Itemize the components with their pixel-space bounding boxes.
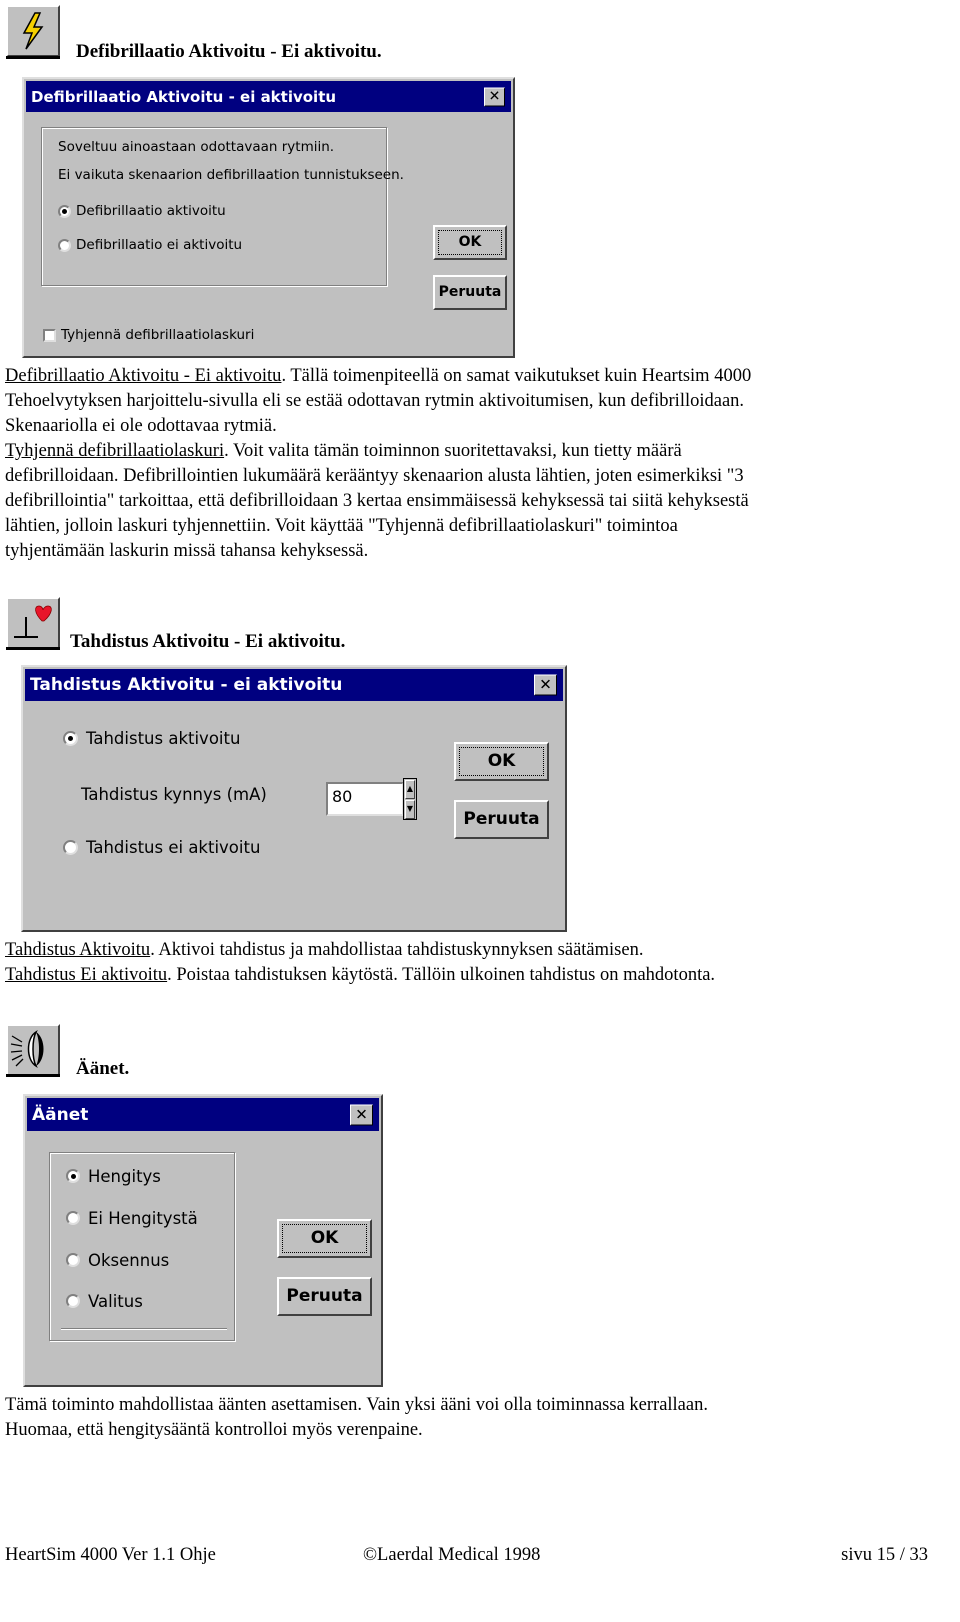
ok-button[interactable]: OK bbox=[454, 742, 549, 781]
para-line bbox=[5, 963, 945, 988]
threshold-spinner[interactable] bbox=[403, 778, 417, 820]
paragraph-pacing bbox=[5, 938, 945, 988]
para-text: . Aktivoi tahdistus ja mahdollistaa tahdistuskynnyksen säätämisen. bbox=[150, 940, 644, 960]
section-heading-sounds: Äänet. bbox=[76, 1058, 130, 1079]
heart-pacing-icon bbox=[8, 599, 58, 647]
footer-left: HeartSim 4000 Ver 1.1 Ohje bbox=[5, 1545, 216, 1565]
lightning-icon bbox=[8, 7, 58, 55]
group-divider bbox=[61, 1328, 227, 1330]
dialog-title: Defibrillaatio Aktivoitu - ei aktivoitu bbox=[31, 87, 337, 106]
para-line: Skenaariolla ei ole odottavaa rytmiä. bbox=[5, 416, 277, 436]
para-line: defibrillointia" tarkoittaa, että defibrilloidaan 3 kertaa ensimmäisessä kehyksessä tai siitä kehyksestä bbox=[5, 491, 749, 511]
info-line-1: Soveltuu ainoastaan odottavaan rytmiin. bbox=[58, 139, 335, 155]
para-line bbox=[5, 439, 945, 464]
defib-link[interactable]: Defibrillaatio Aktivoitu - Ei aktivoitu bbox=[5, 366, 282, 386]
threshold-label: Tahdistus kynnys (mA) bbox=[81, 785, 267, 804]
para-text: . Poistaa tahdistuksen käytöstä. Tällöin ulkoinen tahdistus on mahdotonta. bbox=[167, 965, 716, 985]
ok-button[interactable]: OK bbox=[277, 1219, 372, 1258]
radio-defib-on-label: Defibrillaatio aktivoitu bbox=[76, 203, 226, 219]
radio-pacing-on[interactable] bbox=[63, 731, 78, 746]
clear-counter-checkbox[interactable] bbox=[43, 329, 56, 342]
sound-option-label: Hengitys bbox=[88, 1167, 161, 1186]
section-heading-defib: Defibrillaatio Aktivoitu - Ei aktivoitu. bbox=[76, 41, 382, 62]
close-button[interactable]: ✕ bbox=[350, 1104, 373, 1125]
spin-down-icon[interactable]: ▼ bbox=[405, 800, 415, 819]
radio-defib-off-label: Defibrillaatio ei aktivoitu bbox=[76, 237, 243, 253]
spin-up-icon[interactable]: ▲ bbox=[405, 780, 415, 799]
pacing-dialog bbox=[21, 665, 567, 932]
para-line: tyhjentämään laskurin missä tahansa kehyksessä. bbox=[5, 541, 369, 561]
cancel-button[interactable]: Peruuta bbox=[433, 275, 507, 310]
info-line-2: Ei vaikuta skenaarion defibrillaation tunnistukseen. bbox=[58, 167, 404, 183]
threshold-input[interactable]: 80 bbox=[326, 782, 404, 816]
radio-sound-2[interactable] bbox=[66, 1253, 80, 1267]
paragraph-defib bbox=[5, 364, 945, 564]
sound-toolbar-icon bbox=[6, 1024, 60, 1076]
radio-pacing-off-label: Tahdistus ei aktivoitu bbox=[86, 838, 261, 857]
para-line: Huomaa, että hengitysääntä kontrolloi myös verenpaine. bbox=[5, 1420, 423, 1440]
pacing-toolbar-icon bbox=[6, 597, 60, 649]
radio-pacing-off[interactable] bbox=[63, 840, 78, 855]
para-text: . Tällä toimenpiteellä on samat vaikutukset kuin Heartsim 4000 bbox=[281, 366, 752, 386]
dialog-titlebar bbox=[27, 1098, 379, 1131]
defib-toolbar-icon bbox=[6, 5, 60, 57]
section-heading-pacing: Tahdistus Aktivoitu - Ei aktivoitu. bbox=[70, 631, 346, 652]
radio-sound-0[interactable] bbox=[66, 1169, 80, 1183]
clear-counter-link[interactable]: Tyhjennä defibrillaatiolaskuri bbox=[5, 441, 225, 461]
close-button[interactable]: ✕ bbox=[484, 87, 505, 106]
radio-defib-on[interactable] bbox=[58, 205, 71, 218]
close-button[interactable]: ✕ bbox=[534, 675, 557, 696]
sound-option-label: Oksennus bbox=[88, 1251, 170, 1270]
footer-center: ©Laerdal Medical 1998 bbox=[363, 1545, 541, 1565]
para-line: lähtien, jolloin laskuri tyhjennettiin. Voit käyttää "Tyhjennä defibrillaatiolaskuri" toimintoa bbox=[5, 516, 678, 536]
pacing-off-link[interactable]: Tahdistus Ei aktivoitu bbox=[5, 965, 168, 985]
cancel-button[interactable]: Peruuta bbox=[454, 800, 549, 839]
icon-underline bbox=[6, 647, 60, 650]
sound-option-label: Ei Hengitystä bbox=[88, 1209, 198, 1228]
radio-defib-off[interactable] bbox=[58, 239, 71, 252]
para-line bbox=[5, 938, 945, 963]
para-text: . Voit valita tämän toiminnon suoritettavaksi, kun tietty määrä bbox=[224, 441, 682, 461]
sounds-dialog bbox=[23, 1094, 383, 1387]
para-line bbox=[5, 364, 945, 389]
paragraph-sounds bbox=[5, 1393, 945, 1443]
footer-page-number: sivu 15 / 33 bbox=[841, 1545, 928, 1565]
para-line: defibrilloidaan. Defibrillointien lukumäärä kerääntyy skenaarion alusta lähtien, joten esimerkiksi "3 bbox=[5, 466, 744, 486]
radio-sound-3[interactable] bbox=[66, 1294, 80, 1308]
sound-icon bbox=[8, 1026, 58, 1074]
radio-pacing-on-label: Tahdistus aktivoitu bbox=[86, 729, 241, 748]
defib-dialog bbox=[22, 77, 515, 358]
clear-counter-label: Tyhjennä defibrillaatiolaskuri bbox=[61, 327, 255, 343]
pacing-on-link[interactable]: Tahdistus Aktivoitu bbox=[5, 940, 151, 960]
para-line: Tämä toiminto mahdollistaa äänten asettamisen. Vain yksi ääni voi olla toiminnassa kerrallaan. bbox=[5, 1395, 708, 1415]
sound-option-label: Valitus bbox=[88, 1292, 143, 1311]
radio-sound-1[interactable] bbox=[66, 1211, 80, 1225]
cancel-button[interactable]: Peruuta bbox=[277, 1277, 372, 1316]
dialog-titlebar bbox=[25, 669, 563, 701]
dialog-title: Äänet bbox=[32, 1104, 89, 1125]
icon-underline bbox=[6, 1074, 60, 1077]
icon-underline bbox=[6, 56, 60, 59]
dialog-title: Tahdistus Aktivoitu - ei aktivoitu bbox=[30, 675, 343, 695]
ok-button[interactable]: OK bbox=[433, 225, 507, 260]
dialog-titlebar bbox=[26, 81, 511, 112]
para-line: Tehoelvytyksen harjoittelu-sivulla eli se estää odottavan rytmin aktivoitumisen, kun defibrilloidaan. bbox=[5, 391, 745, 411]
